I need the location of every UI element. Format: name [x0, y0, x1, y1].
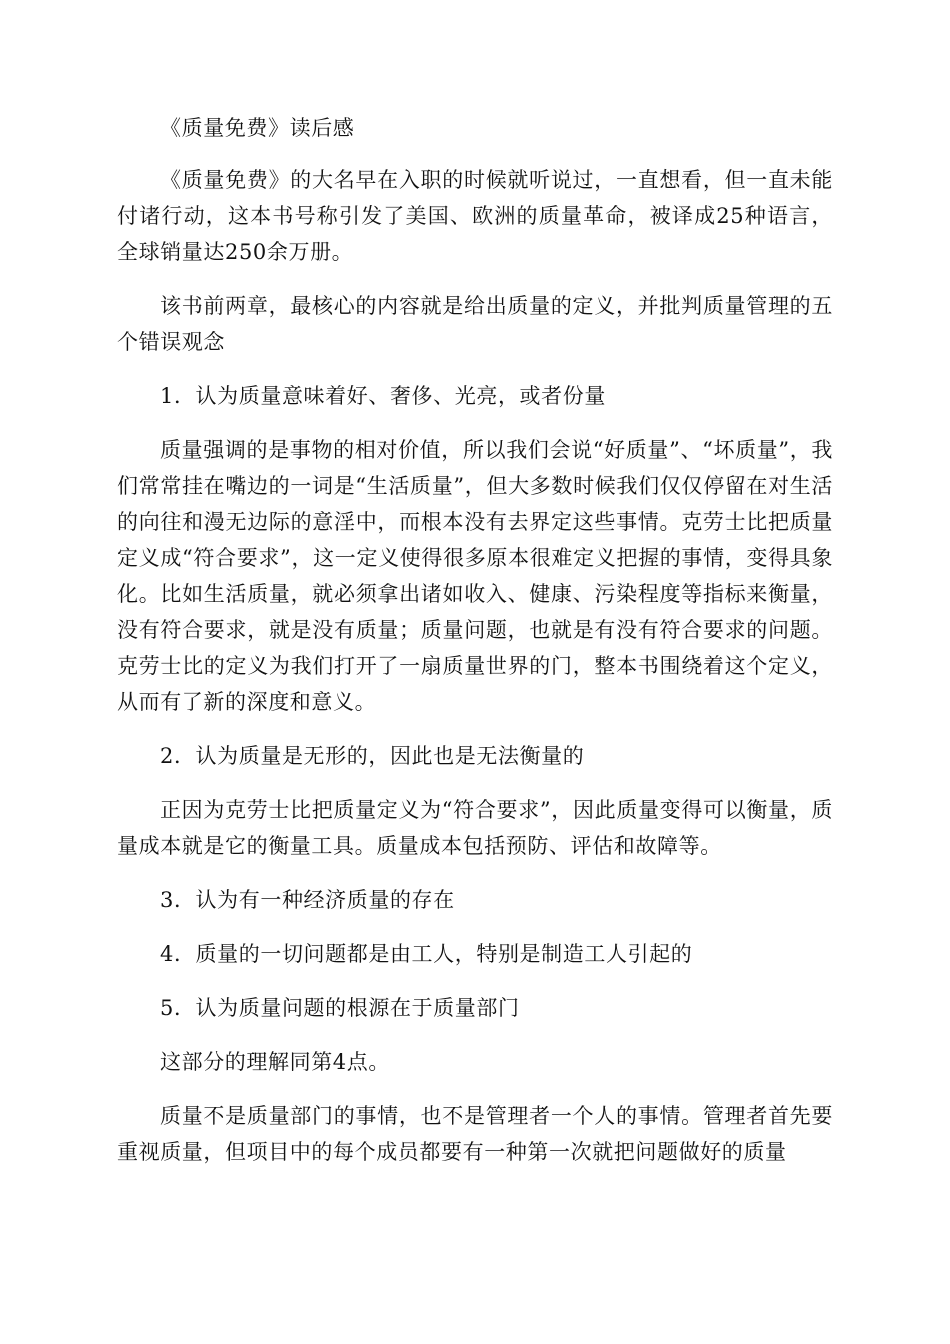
paragraph-overview: 该书前两章，最核心的内容就是给出质量的定义，并批判质量管理的五个错误观念 — [117, 294, 833, 354]
list-item-1: 1．认为质量意味着好、奢侈、光亮，或者份量 — [160, 384, 606, 408]
list-item-2: 2．认为质量是无形的，因此也是无法衡量的 — [160, 744, 585, 768]
paragraph-conclusion: 质量不是质量部门的事情，也不是管理者一个人的事情。管理者首先要重视质量，但项目中的每个成员都要有一种第一次就把问题做好的质量 — [117, 1104, 833, 1164]
paragraph-note: 这部分的理解同第4点。 — [160, 1050, 390, 1074]
list-item-5: 5．认为质量问题的根源在于质量部门 — [160, 996, 520, 1020]
list-item-4: 4．质量的一切问题都是由工人，特别是制造工人引起的 — [160, 942, 693, 966]
document-body — [117, 110, 833, 1188]
paragraph-measurement: 正因为克劳士比把质量定义为“符合要求”，因此质量变得可以衡量，质量成本就是它的衡量工具。质量成本包括预防、评估和故障等。 — [117, 798, 833, 858]
list-item-3: 3．认为有一种经济质量的存在 — [160, 888, 455, 912]
paragraph-definition: 质量强调的是事物的相对价值，所以我们会说“好质量”、“坏质量”，我们常常挂在嘴边的一词是“生活质量”，但大多数时候我们仅仅停留在对生活的向往和漫无边际的意淫中，而根本没有去界定这些事情。克劳士比把质量定义成“符合要求”，这一定义使得很多原本很难定义把握的事情，变得具象化。比如生活质量，就必须拿出诸如收入、健康、污染程度等指标来衡量，没有符合要求，就是没有质量；质量问题，也就是有没有符合要求的问题。克劳士比的定义为我们打开了一扇质量世界的门，整本书围绕着这个定义，从而有了新的深度和意义。 — [117, 438, 833, 714]
document-title: 《质量免费》读后感 — [160, 116, 355, 140]
paragraph-intro: 《质量免费》的大名早在入职的时候就听说过，一直想看，但一直未能付诸行动，这本书号称引发了美国、欧洲的质量革命，被译成25种语言，全球销量达250余万册。 — [117, 168, 833, 264]
